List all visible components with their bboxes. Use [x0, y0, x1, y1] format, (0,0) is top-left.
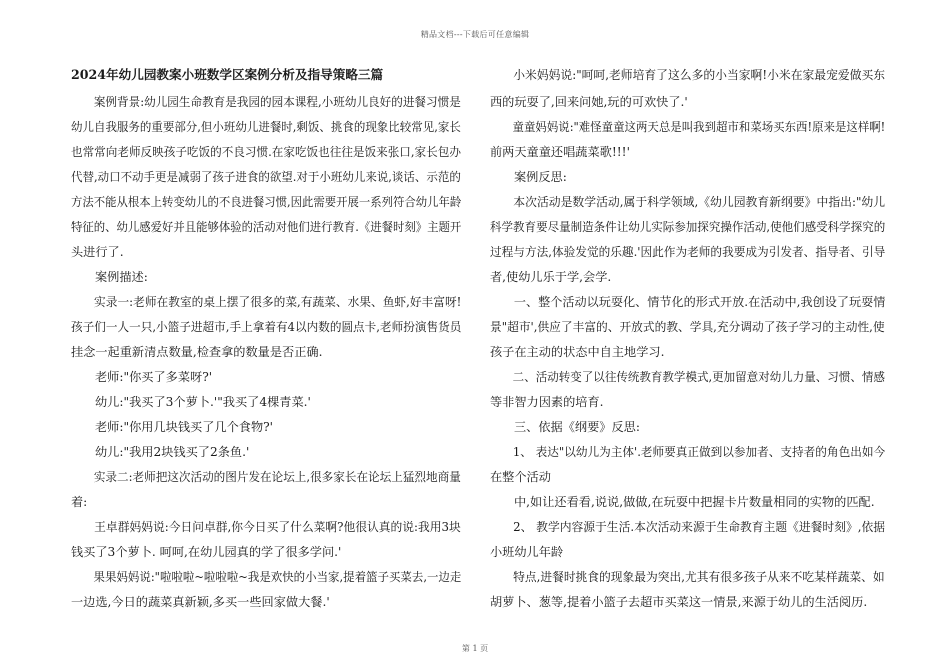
paragraph-line: 西的玩耍了,回来问她,玩的可欢快了.' — [490, 95, 688, 109]
paragraph-line: 在整个活动 — [490, 470, 551, 484]
paragraph-line: 果果妈妈说:"啦啦啦~啦啦啦~我是欢快的小当家,提着篮子买菜去,一边走 — [93, 570, 462, 584]
paragraph-line: 挂念一起重新清点数量,检查拿的数量是否正确. — [71, 345, 323, 359]
paragraph-line: 着: — [71, 495, 88, 509]
dialogue-line: 老师:"你用几块钱买了几个食物?' — [95, 420, 274, 434]
dialogue-line: 幼儿:"我买了3个萝卜.'"我买了4棵青菜.' — [95, 395, 311, 409]
paragraph-line: 幼儿自我服务的重要部分,但小班幼儿进餐时,剩饭、挑食的现象比较常见,家长 — [71, 120, 461, 134]
paragraph-line: 实录一:老师在教室的桌上摆了很多的菜,有蔬菜、水果、鱼虾,好丰富呀! — [94, 295, 462, 309]
paragraph-line: 本次活动是数学活动,属于科学领域,《幼儿园教育新纲要》中指出:"幼儿 — [513, 195, 886, 209]
paragraph-line: 方法不能从根本上转变幼儿的不良进餐习惯,因此需要开展一系列符合幼儿年龄 — [71, 195, 462, 209]
paragraph-line: 特征的、幼儿感爱好并且能够体验的活动对他们进行教育.《进餐时刻》主题开 — [71, 220, 462, 234]
dialogue-line: 老师:"你买了多菜呀?' — [95, 370, 213, 384]
dialogue-line: 幼儿:"我用2块钱买了2条鱼.' — [95, 445, 250, 459]
page-header: 精品文档---下载后可任意编辑 — [420, 30, 530, 39]
paragraph-line: 一边选,今日的蔬菜真新颖,多买一些回家做大餐.' — [71, 595, 330, 609]
paragraph-line: 头进行了. — [71, 245, 124, 259]
paragraph-line: 等非智力因素的培育. — [490, 395, 604, 409]
paragraph-line: 童童妈妈说:"难怪童童这两天总是叫我到超市和菜场买东西!原来是这样啊! — [512, 120, 886, 134]
paragraph-line: 二、活动转变了以往传统教育教学模式,更加留意对幼儿力量、习惯、情感 — [512, 370, 885, 384]
paragraph-line: 王卓群妈妈说:今日问卓群,你今日买了什么菜啊?他很认真的说:我用3块 — [94, 520, 461, 534]
paragraph-line: 前两天童童还唱蔬菜歌!!!' — [490, 145, 630, 159]
paragraph-line: 中,如让还看看,说说,做做,在玩耍中把握卡片数量相同的实物的匹配. — [514, 495, 875, 509]
paragraph-line: 1、 表达"以幼儿为主体'.老师要真正做到以参加者、支持者的角色出如今 — [512, 445, 886, 459]
paragraph-line: 景"超市',供应了丰富的、开放式的教、学具,充分调动了孩子学习的主动性,使 — [490, 320, 885, 334]
paragraph-line: 科学教育要尽量制造条件让幼儿实际参加探究操作活动,使他们感受科学探究的 — [490, 220, 886, 234]
paragraph-line: 胡萝卜、葱等,提着小篮子去超市买菜这一情景,来源于幼儿的生活阅历. — [490, 595, 868, 609]
section-heading: 三、依据《纲要》反思: — [514, 420, 640, 434]
paragraph-line: 钱买了3个萝卜. 呵呵,在幼儿园真的学了很多学问.' — [71, 545, 342, 559]
paragraph-line: 2、 教学内容源于生活.本次活动来源于生命教育主题《进餐时刻》,依据 — [513, 520, 886, 534]
paragraph-line: 代替,动口不动手更是减弱了孩子进食的欲望.对于小班幼儿来说,谈话、示范的 — [71, 170, 461, 184]
section-heading: 案例描述: — [95, 270, 148, 284]
paragraph-line: 案例背景:幼儿园生命教育是我园的园本课程,小班幼儿良好的进餐习惯是 — [93, 95, 461, 109]
paragraph-line: 小班幼儿年龄 — [490, 545, 564, 559]
paragraph-line: 者,使幼儿乐于学,会学. — [490, 270, 612, 284]
paragraph-line: 特点,进餐时挑食的现象最为突出,尤其有很多孩子从来不吃某样蔬菜、如 — [513, 570, 885, 584]
paragraph-line: 一、整个活动以玩耍化、情节化的形式开放.在活动中,我创设了玩耍情 — [513, 295, 886, 309]
paragraph-line: 实录二:老师把这次活动的图片发在论坛上,很多家长在论坛上猛烈地商量 — [93, 470, 461, 484]
section-heading: 案例反思: — [514, 170, 567, 184]
paragraph-line: 孩子们一人一只,小篮子进超市,手上拿着有4以内数的圆点卡,老师扮演售货员 — [71, 320, 462, 334]
document-title: 2024年幼儿园教案小班数学区案例分析及指导策略三篇 — [71, 67, 384, 82]
paragraph-line: 过程与方法,体验发觉的乐趣.'因此作为老师的我要成为引发者、指导者、引导 — [490, 245, 886, 259]
page-number: 第 1 页 — [461, 644, 489, 653]
paragraph-line: 小米妈妈说:"呵呵,老师培育了这么多的小当家啊!小米在家最宠爱做买东 — [513, 68, 886, 82]
paragraph-line: 孩子在主动的状态中自主地学习. — [490, 345, 665, 359]
paragraph-line: 也常常向老师反映孩子吃饭的不良习惯.在家吃饭也往往是饭来张口,家长包办 — [71, 145, 461, 159]
